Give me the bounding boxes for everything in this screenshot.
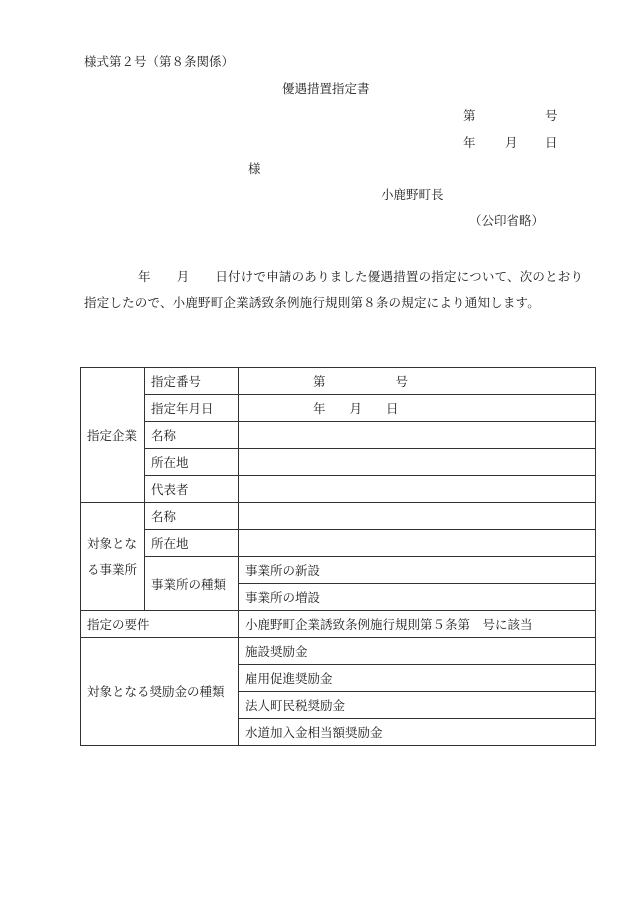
body-text: 日付けで申請のありました優遇措置の指定について、次のとおり指定したので、小鹿野町企業誘致条例施行規則第８条の規定により通知します。 (84, 269, 584, 310)
office-address-value (239, 530, 596, 557)
designation-number-label: 指定番号 (145, 368, 239, 395)
designation-number-value (239, 368, 596, 395)
office-name-label: 名称 (145, 503, 239, 530)
notice-body (84, 264, 584, 316)
designation-table (80, 367, 596, 746)
designation-date-label: 指定年月日 (145, 395, 239, 422)
group-target-office: 対象となる事業所 (81, 503, 145, 611)
group-designated-company: 指定企業 (81, 368, 145, 503)
office-name-value (239, 503, 596, 530)
office-type-new: 事業所の新設 (239, 557, 596, 584)
designation-date-month: 月 (349, 401, 363, 416)
company-address-label: 所在地 (145, 449, 239, 476)
subsidy-corporate-tax: 法人町民税奨励金 (239, 692, 596, 719)
office-address-label: 所在地 (145, 530, 239, 557)
requirement-value: 小鹿野町企業誘致条例施行規則第５条第 号に該当 (239, 611, 596, 638)
date-month: 月 (505, 135, 518, 150)
designation-date-value (239, 395, 596, 422)
subsidy-water: 水道加入金相当額奨励金 (239, 719, 596, 746)
designation-date-year: 年 (313, 401, 326, 416)
body-month: 月 (176, 269, 190, 284)
subsidy-facility: 施設奨励金 (239, 638, 596, 665)
office-type-label: 事業所の種類 (145, 557, 239, 611)
document-number-dai: 第 (463, 108, 476, 123)
subsidy-type-label: 対象となる奨励金の種類 (81, 638, 239, 746)
document-title: 優遇措置指定書 (282, 81, 370, 96)
designation-date-day: 日 (386, 401, 399, 416)
date-year: 年 (463, 135, 476, 150)
document-number-go: 号 (545, 108, 558, 123)
body-year: 年 (138, 269, 151, 284)
requirement-label: 指定の要件 (81, 611, 239, 638)
designation-number-go: 号 (395, 374, 409, 389)
representative-label: 代表者 (145, 476, 239, 503)
office-type-expand: 事業所の増設 (239, 584, 596, 611)
seal-note: （公印省略） (469, 213, 545, 228)
representative-value (239, 476, 596, 503)
subsidy-employment: 雇用促進奨励金 (239, 665, 596, 692)
company-address-value (239, 449, 596, 476)
company-name-label: 名称 (145, 422, 239, 449)
date-day: 日 (545, 135, 558, 150)
designation-number-dai: 第 (313, 374, 326, 389)
sender-name: 小鹿野町長 (381, 187, 444, 202)
form-number: 様式第２号（第８条関係） (84, 54, 235, 69)
addressee-honorific: 様 (248, 161, 261, 176)
company-name-value (239, 422, 596, 449)
